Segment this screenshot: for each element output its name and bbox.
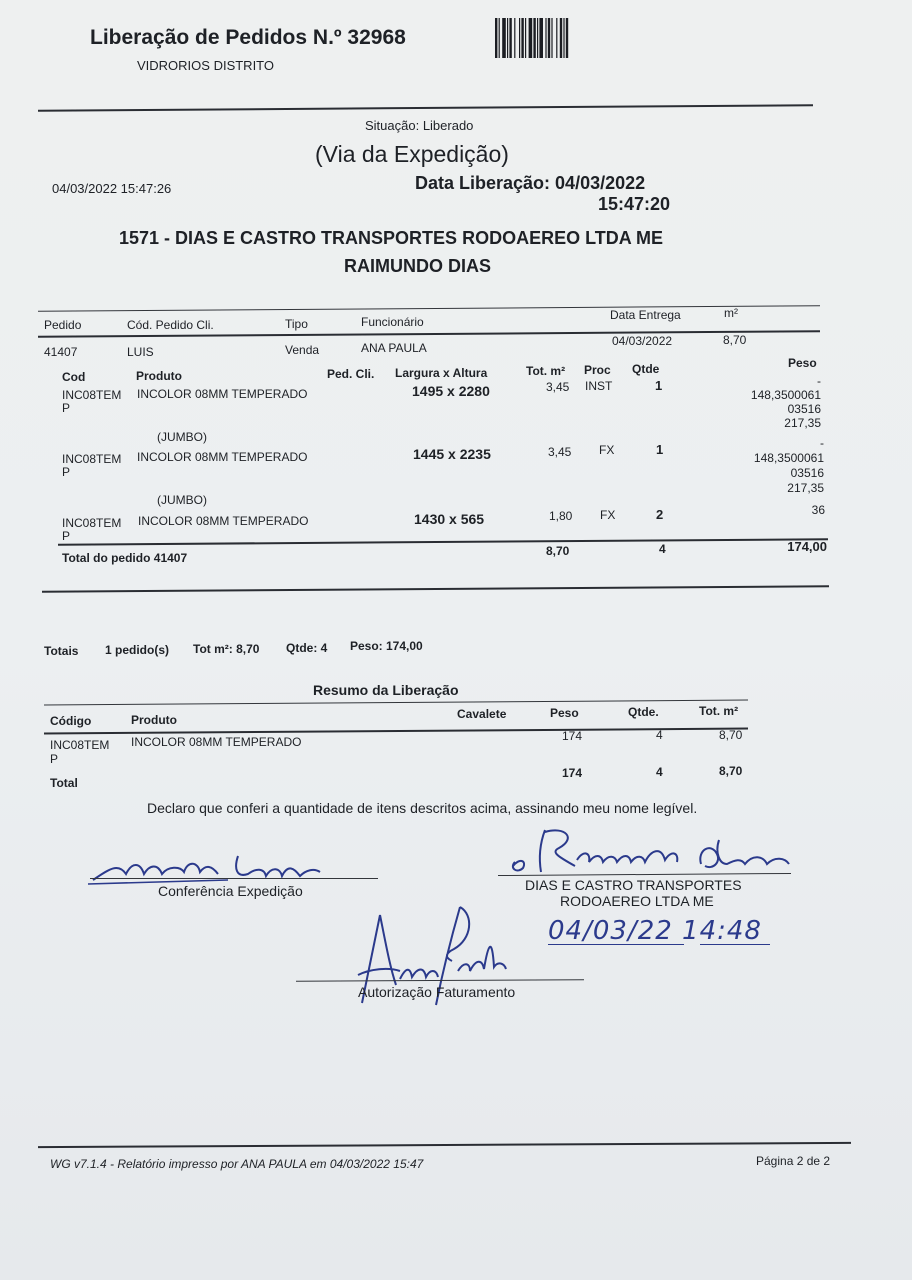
- summary-total-peso: 174: [562, 766, 583, 780]
- item1-cod: INC08TEM: [62, 388, 122, 402]
- barcode-bar: [539, 18, 543, 58]
- totals-qtde: Qtde: 4: [286, 641, 328, 655]
- item2-cod-cont: P: [62, 465, 71, 479]
- summary-total-qtde: 4: [656, 765, 663, 779]
- barcode: [495, 18, 631, 58]
- item-col-peso: Peso: [788, 356, 817, 370]
- item2-peso-a: 148,3500061: [753, 451, 824, 465]
- summary-row-qtde: 4: [656, 728, 663, 742]
- handwritten-date: 04/03/22 14:48: [548, 916, 762, 946]
- handwritten-date-underline: [548, 944, 684, 945]
- conference-line: [90, 878, 378, 879]
- item-col-proc: Proc: [584, 363, 611, 377]
- summary-col-cavalete: Cavalete: [457, 707, 507, 721]
- footer-printed-by: WG v7.1.4 - Relatório impresso por ANA PAULA em 04/03/2022 15:47: [50, 1157, 424, 1171]
- col-cod-cli: Cód. Pedido Cli.: [127, 318, 214, 332]
- item2-peso-c: 217,35: [787, 481, 824, 495]
- item1-cod-cont: P: [62, 401, 71, 415]
- item1-tot-m2: 3,45: [546, 380, 570, 394]
- item1-peso-dash: -: [817, 374, 821, 388]
- summary-header-line: [44, 728, 748, 735]
- item2-produto: INCOLOR 08MM TEMPERADO: [137, 450, 308, 464]
- item3-dims: 1430 x 565: [414, 511, 485, 527]
- signature-client: [505, 820, 795, 880]
- summary-row-cod: INC08TEM: [50, 738, 110, 752]
- release-time: 15:47:20: [598, 194, 671, 214]
- barcode-bar: [556, 18, 557, 58]
- barcode-bar: [509, 18, 511, 58]
- client-label-2: RODOAEREO LTDA ME: [560, 893, 714, 909]
- barcode-bar: [551, 18, 552, 58]
- declaration-text: Declaro que conferi a quantidade de itens descritos acima, assinando meu nome legível.: [147, 800, 698, 816]
- item1-qtde: 1: [655, 378, 663, 393]
- summary-row-produto: INCOLOR 08MM TEMPERADO: [131, 735, 302, 749]
- item1-peso-b: 03516: [787, 402, 821, 416]
- barcode-bar: [548, 18, 550, 58]
- barcode-bar: [533, 18, 535, 58]
- item2-tot-m2: 3,45: [548, 445, 572, 459]
- item2-cod: INC08TEM: [62, 452, 122, 466]
- footer-line: [38, 1142, 851, 1148]
- summary-col-qtde: Qtde.: [628, 705, 659, 719]
- release-date: Data Liberação: 04/03/2022: [415, 173, 646, 193]
- val-pedido: 41407: [44, 345, 78, 359]
- val-data-entrega: 04/03/2022: [612, 334, 673, 348]
- totals-pedidos: 1 pedido(s): [105, 643, 170, 657]
- summary-col-produto: Produto: [131, 713, 177, 727]
- col-pedido: Pedido: [44, 318, 82, 332]
- via-title: (Via da Expedição): [315, 141, 509, 167]
- barcode-bar: [563, 18, 564, 58]
- totals-m2: Tot m²: 8,70: [193, 642, 260, 656]
- item2-dims: 1445 x 2235: [413, 446, 491, 462]
- summary-title: Resumo da Liberação: [313, 682, 459, 698]
- col-tipo: Tipo: [285, 317, 308, 331]
- barcode-bar: [507, 18, 508, 58]
- val-tipo: Venda: [285, 343, 320, 357]
- barcode-bar: [545, 18, 546, 58]
- item-col-qtde: Qtde: [632, 362, 660, 376]
- item1-peso-c: 217,35: [784, 416, 821, 430]
- item3-qtde: 2: [656, 507, 664, 522]
- item1-proc: INST: [585, 379, 613, 393]
- col-funcionario: Funcionário: [361, 315, 424, 329]
- client-label-1: DIAS E CASTRO TRANSPORTES: [525, 877, 742, 893]
- company-name: VIDRORIOS DISTRITO: [137, 58, 274, 73]
- item-col-ped-cli: Ped. Cli.: [327, 367, 375, 381]
- barcode-bar: [529, 18, 533, 58]
- val-funcionario: ANA PAULA: [361, 341, 427, 355]
- barcode-bar: [560, 18, 562, 58]
- document-title: Liberação de Pedidos N.º 32968: [90, 26, 406, 49]
- barcode-bar: [499, 18, 500, 58]
- item1-sub: (JUMBO): [157, 430, 207, 444]
- item2-peso-dash: -: [820, 436, 824, 450]
- barcode-bar: [521, 18, 523, 58]
- summary-row-peso: 174: [562, 729, 583, 743]
- item1-peso-a: 148,3500061: [750, 388, 821, 402]
- item2-sub: (JUMBO): [157, 493, 207, 507]
- summary-row-cod-cont: P: [50, 752, 59, 766]
- item3-cod-cont: P: [62, 529, 71, 543]
- barcode-bar: [566, 18, 568, 58]
- client-name: 1571 - DIAS E CASTRO TRANSPORTES RODOAEREO LTDA ME: [119, 228, 664, 248]
- order-total-m2: 8,70: [546, 544, 570, 558]
- order-total-label: Total do pedido 41407: [62, 551, 188, 565]
- barcode-bar: [537, 18, 538, 58]
- header-divider: [38, 104, 813, 111]
- item3-peso: 36: [811, 503, 825, 517]
- client-contact: RAIMUNDO DIAS: [344, 256, 491, 276]
- val-cod-cli: LUIS: [127, 345, 154, 359]
- conference-label: Conferência Expedição: [158, 883, 303, 899]
- summary-col-codigo: Código: [50, 714, 92, 728]
- val-m2: 8,70: [723, 333, 747, 347]
- items-total-line: [58, 538, 828, 545]
- item3-cod: INC08TEM: [62, 516, 122, 530]
- item2-qtde: 1: [656, 442, 664, 457]
- item1-produto: INCOLOR 08MM TEMPERADO: [137, 387, 308, 401]
- item3-proc: FX: [600, 508, 616, 522]
- order-top-line: [38, 305, 820, 311]
- summary-col-tot-m2: Tot. m²: [699, 704, 739, 718]
- order-bottom-line: [42, 585, 829, 592]
- item3-tot-m2: 1,80: [549, 509, 573, 523]
- order-total-qtde: 4: [659, 542, 666, 556]
- barcode-bar: [519, 18, 520, 58]
- totals-label: Totais: [44, 644, 79, 658]
- item2-proc: FX: [599, 443, 615, 457]
- order-total-peso: 174,00: [787, 539, 827, 554]
- item3-produto: INCOLOR 08MM TEMPERADO: [138, 514, 309, 528]
- summary-row-tot-m2: 8,70: [719, 728, 743, 742]
- item-col-tot-m2: Tot. m²: [526, 364, 566, 378]
- item-col-larg-alt: Largura x Altura: [395, 366, 488, 380]
- item-col-cod: Cod: [62, 370, 86, 384]
- summary-total-m2: 8,70: [719, 764, 743, 778]
- summary-total-label: Total: [50, 776, 78, 790]
- item1-dims: 1495 x 2280: [412, 383, 490, 399]
- barcode-bar: [514, 18, 515, 58]
- barcode-bar: [525, 18, 526, 58]
- totals-peso: Peso: 174,00: [350, 639, 423, 653]
- barcode-bar: [502, 18, 506, 58]
- item-col-produto: Produto: [136, 369, 182, 383]
- item2-peso-b: 03516: [790, 466, 824, 480]
- col-m2: m²: [724, 306, 738, 320]
- summary-col-peso: Peso: [550, 706, 579, 720]
- handwritten-time-underline: [700, 944, 770, 945]
- barcode-bar: [495, 18, 497, 58]
- footer-page: Página 2 de 2: [756, 1154, 831, 1168]
- billing-label: Autorização Faturamento: [358, 984, 516, 1000]
- col-data-entrega: Data Entrega: [610, 308, 681, 322]
- situation-text: Situação: Liberado: [365, 118, 474, 133]
- printed-datetime: 04/03/2022 15:47:26: [52, 181, 172, 196]
